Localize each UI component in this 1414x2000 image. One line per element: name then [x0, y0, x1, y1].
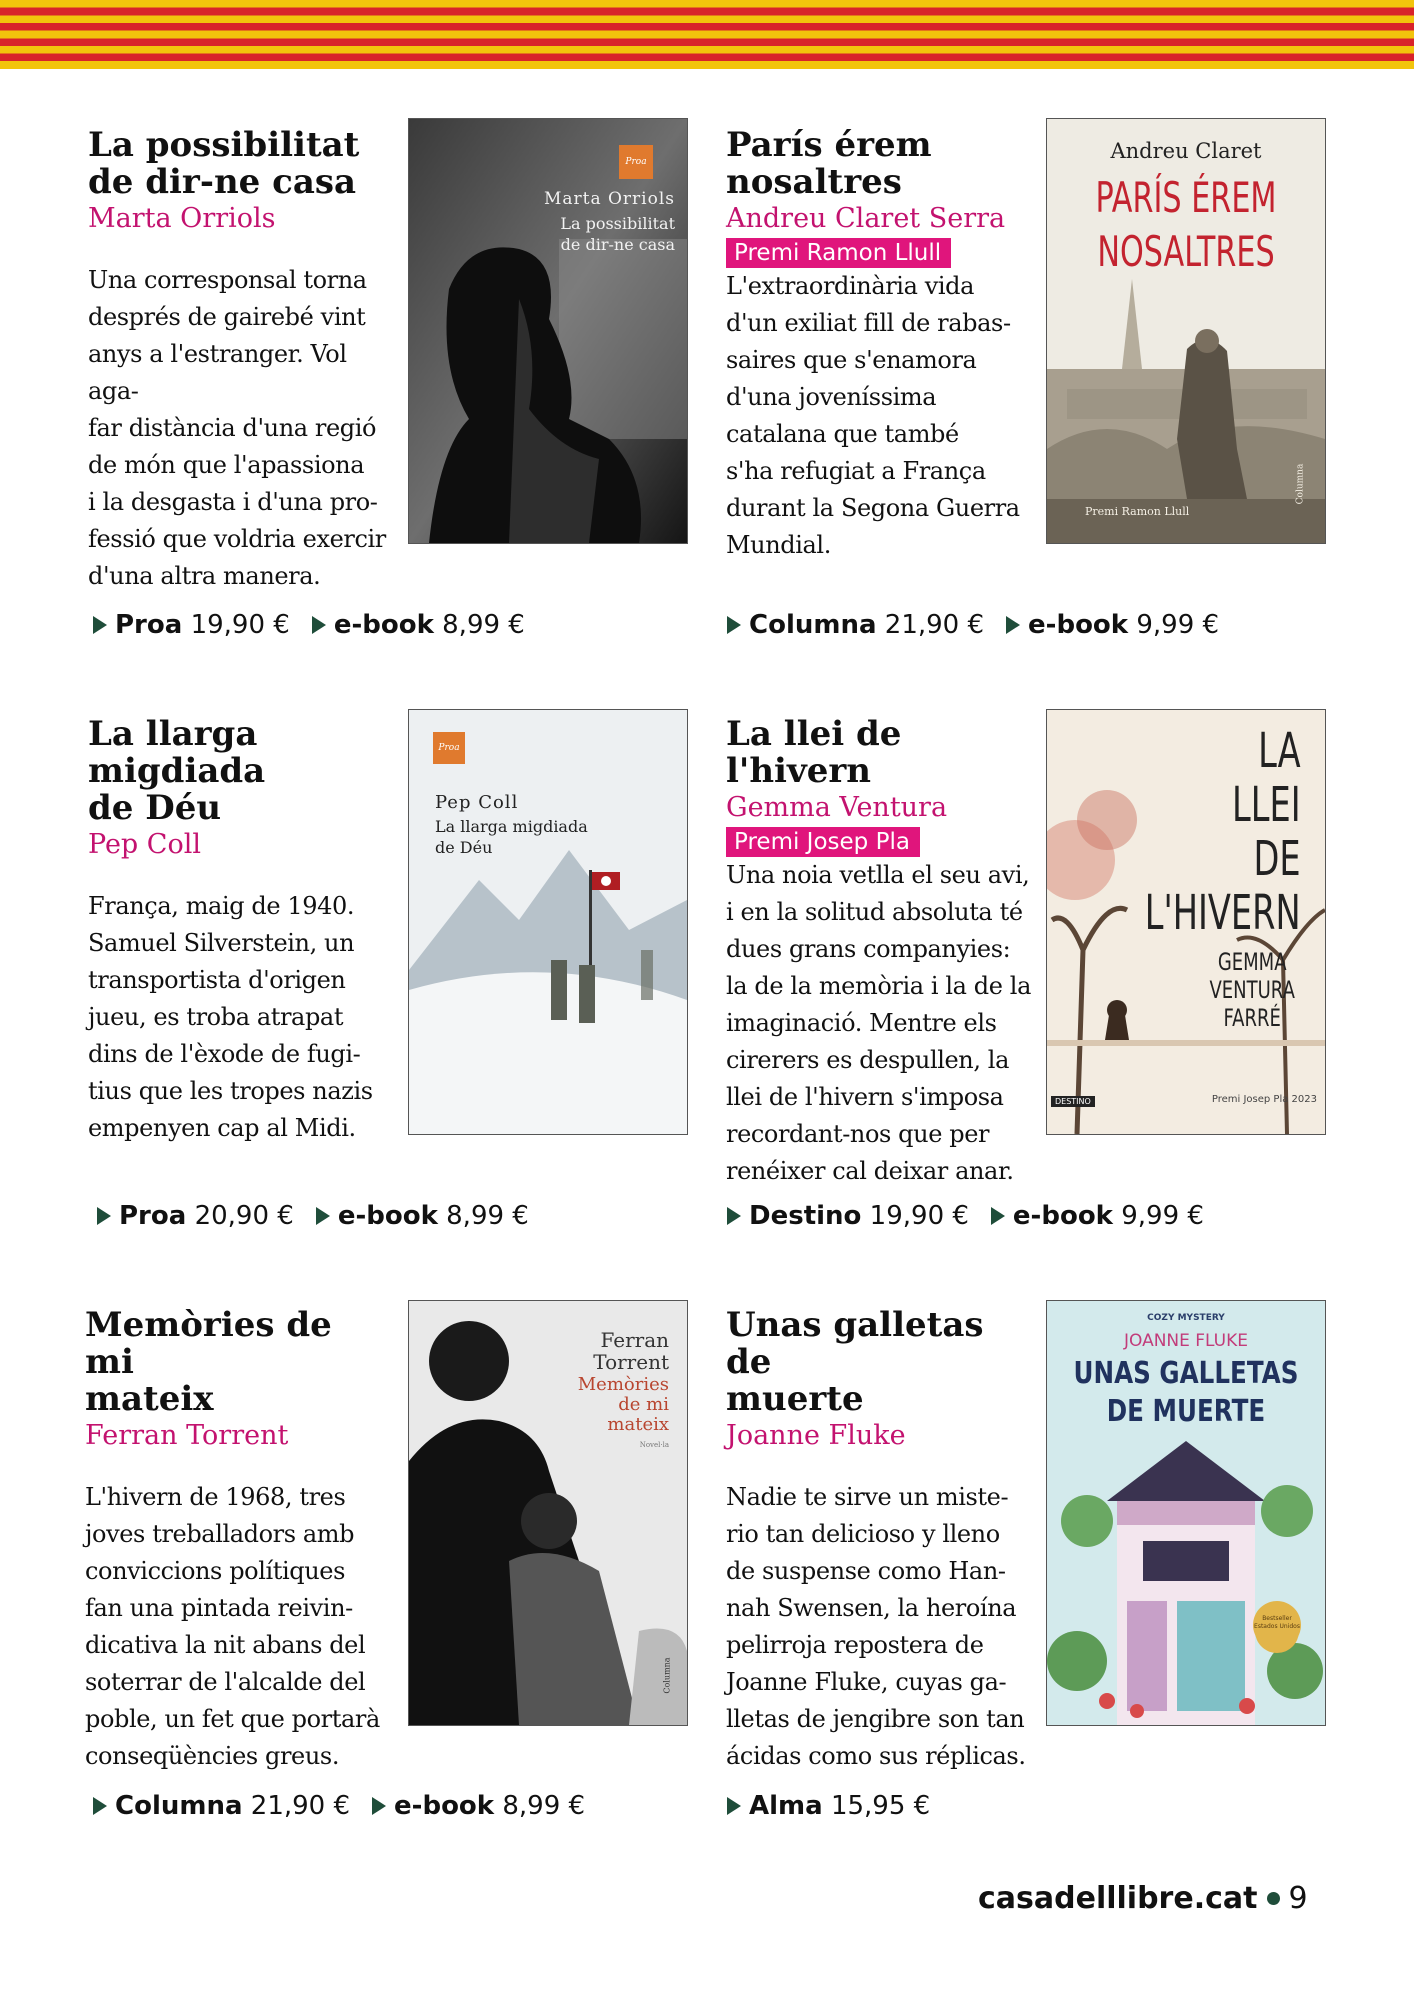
- book-cover: [1046, 118, 1326, 544]
- price: 15,95 €: [830, 1791, 931, 1821]
- cover-author-line: Torrent: [593, 1350, 669, 1374]
- desc-line: joves treballadors amb: [85, 1520, 355, 1548]
- cover-title-line: PARÍS ÉREM: [1095, 173, 1277, 222]
- desc-line: d'una joveníssima: [726, 383, 937, 411]
- book-cover: [1046, 1300, 1326, 1726]
- ebook-label: e-book: [394, 1791, 495, 1821]
- desc-line: de món que l'apassiona: [88, 451, 365, 479]
- book-description: [726, 268, 1026, 564]
- desc-line: d'un exiliat fill de rabas-: [726, 309, 1011, 337]
- ebook-price: 8,99 €: [502, 1791, 586, 1821]
- cover-title-line: NOSALTRES: [1097, 227, 1275, 276]
- triangle-bullet-icon: [312, 616, 326, 634]
- book-title-line: París érem: [726, 125, 932, 165]
- book-entry: [726, 127, 1026, 564]
- cover-title-line: mateix: [607, 1414, 669, 1435]
- ebook-label: e-book: [1028, 610, 1129, 640]
- book-title: [726, 127, 1026, 201]
- book-title-line: nosaltres: [726, 162, 902, 202]
- desc-line: rio tan delicioso y lleno: [726, 1520, 1000, 1548]
- publisher-logo: Proa: [619, 145, 653, 179]
- cover-title-line: DE MUERTE: [1106, 1394, 1266, 1429]
- desc-line: tius que les tropes nazis: [88, 1077, 373, 1105]
- site-link[interactable]: casadelllibre.cat: [978, 1881, 1258, 1916]
- cover-title-line: de mi: [618, 1394, 669, 1415]
- desc-line: imaginació. Mentre els: [726, 1009, 997, 1037]
- cover-title-line: LLEI: [1232, 777, 1301, 833]
- desc-line: dicativa la nit abans del: [85, 1631, 366, 1659]
- book-title-line: muerte: [726, 1379, 864, 1419]
- book-description: [726, 857, 1046, 1190]
- desc-line: França, maig de 1940.: [88, 892, 355, 920]
- cover-title: [578, 1375, 669, 1435]
- price-line: [727, 1201, 1204, 1231]
- desc-line: i la desgasta i d'una pro-: [88, 488, 378, 516]
- cover-title-line: DE: [1253, 831, 1301, 887]
- triangle-bullet-icon: [727, 1797, 741, 1815]
- cover-title-line: La possibilitat: [560, 214, 675, 233]
- cover-title-line: de Déu: [435, 838, 493, 857]
- book-title-line: La llei de l'hivern: [726, 714, 902, 791]
- cover-title: [435, 816, 588, 858]
- cover-prize: Premi Josep Pla 2023: [1211, 1094, 1317, 1105]
- book-description: [85, 1479, 385, 1775]
- cover-author: Marta Orriols: [543, 189, 675, 209]
- desc-line: L'extraordinària vida: [726, 272, 975, 300]
- book-title: [726, 716, 1026, 790]
- desc-line: nah Swensen, la heroína: [726, 1594, 1017, 1622]
- cover-title-line: UNAS GALLETAS: [1073, 1356, 1299, 1391]
- book-author: Joanne Fluke: [726, 1420, 906, 1451]
- book-title-line: Memòries de mi: [85, 1305, 332, 1382]
- page-number: 9: [1288, 1881, 1308, 1916]
- book-cover: [408, 1300, 688, 1726]
- prize-badge: Premi Josep Pla: [726, 827, 920, 857]
- book-title: [85, 1307, 385, 1418]
- desc-line: conviccions polítiques: [85, 1557, 346, 1585]
- price: 21,90 €: [250, 1791, 351, 1821]
- book-title: [726, 1307, 1026, 1418]
- price-line: [93, 1791, 585, 1821]
- cover-author-line: VENTURA: [1209, 976, 1295, 1004]
- publisher: Columna: [749, 610, 877, 640]
- desc-line: i en la solitud absoluta té: [726, 898, 1023, 926]
- price: 19,90 €: [190, 610, 290, 640]
- cover-publisher: Columna: [1295, 463, 1306, 505]
- publisher: Proa: [115, 610, 183, 640]
- book-title: [88, 716, 388, 827]
- desc-line: cirerers es despullen, la: [726, 1046, 1009, 1074]
- cover-title: [560, 213, 675, 255]
- cover-prize: Premi Ramon Llull: [1085, 505, 1190, 518]
- desc-line: soterrar de l'alcalde del: [85, 1668, 366, 1696]
- publisher: Columna: [115, 1791, 243, 1821]
- desc-line: far distància d'una regió: [88, 414, 377, 442]
- price: 20,90 €: [194, 1201, 294, 1231]
- ebook-label: e-book: [1012, 1201, 1113, 1231]
- desc-line: Nadie te sirve un miste-: [726, 1483, 1009, 1511]
- book-author: Andreu Claret Serra: [726, 203, 1006, 234]
- cover-author: JOANNE FLUKE: [1123, 1331, 1249, 1351]
- book-description: [88, 888, 388, 1147]
- cover-author: Andreu Claret: [1110, 139, 1262, 163]
- triangle-bullet-icon: [93, 1797, 107, 1815]
- book-author: Ferran Torrent: [85, 1420, 289, 1451]
- desc-line: jueu, es troba atrapat: [88, 1003, 344, 1031]
- prize-badge: Premi Ramon Llull: [726, 238, 951, 268]
- publisher-logo: Proa: [433, 732, 465, 764]
- desc-line: poble, un fet que portarà: [85, 1705, 380, 1733]
- book-cover: [408, 118, 688, 544]
- cover-title: [1086, 171, 1286, 279]
- ebook-price: 9,99 €: [1136, 610, 1220, 640]
- triangle-bullet-icon: [727, 616, 741, 634]
- triangle-bullet-icon: [727, 1207, 741, 1225]
- book-title: [88, 127, 388, 201]
- cover-author: [1210, 948, 1295, 1032]
- desc-line: fessió que voldria exercir: [88, 525, 386, 553]
- desc-line: dins de l'èxode de fugi-: [88, 1040, 361, 1068]
- desc-line: saires que s'enamora: [726, 346, 977, 374]
- publisher: Alma: [749, 1791, 823, 1821]
- cover-badge: Bestseller Estados Unidos: [1253, 1601, 1301, 1649]
- desc-line: dues grans companyies:: [726, 935, 1011, 963]
- book-title-line: La possibilitat: [88, 125, 360, 165]
- desc-line: L'hivern de 1968, tres: [85, 1483, 346, 1511]
- desc-line: Mundial.: [726, 531, 831, 559]
- book-description: [88, 262, 388, 595]
- desc-line: ácidas como sus réplicas.: [726, 1742, 1026, 1770]
- cover-publisher: Columna: [662, 1657, 672, 1694]
- desc-line: s'ha refugiat a França: [726, 457, 986, 485]
- cover-photo: [409, 119, 687, 543]
- desc-line: recordant-nos que per: [726, 1120, 990, 1148]
- book-title-line: de dir-ne casa: [88, 162, 357, 202]
- desc-line: anys a l'estranger. Vol aga-: [88, 340, 347, 405]
- book-entry: [88, 716, 388, 1147]
- cover-title-line: LA: [1258, 723, 1301, 779]
- desc-line: conseqüències greus.: [85, 1742, 340, 1770]
- ebook-label: e-book: [337, 1201, 438, 1231]
- cover-author-line: Ferran: [600, 1328, 669, 1352]
- book-title-line: de Déu: [88, 788, 222, 828]
- publisher: Destino: [749, 1201, 862, 1231]
- desc-line: Samuel Silverstein, un: [88, 929, 355, 957]
- bullet-dot-icon: [1267, 1892, 1280, 1905]
- desc-line: la de la memòria i la de la: [726, 972, 1031, 1000]
- cover-title-line: Memòries: [577, 1374, 669, 1395]
- catalan-flag-stripes: [0, 0, 1414, 69]
- desc-line: catalana que també: [726, 420, 959, 448]
- price-line: [97, 1201, 529, 1231]
- triangle-bullet-icon: [991, 1207, 1005, 1225]
- book-entry: [85, 1307, 385, 1775]
- triangle-bullet-icon: [372, 1797, 386, 1815]
- cover-title-line: La llarga migdiada: [435, 817, 588, 836]
- triangle-bullet-icon: [97, 1207, 111, 1225]
- price: 19,90 €: [869, 1201, 969, 1231]
- triangle-bullet-icon: [316, 1207, 330, 1225]
- desc-line: Una noia vetlla el seu avi,: [726, 861, 1030, 889]
- book-title-line: Unas galletas de: [726, 1305, 984, 1382]
- publisher: Proa: [119, 1201, 187, 1231]
- cover-genre: Novel·la: [639, 1441, 669, 1449]
- book-entry: [88, 127, 388, 595]
- cover-publisher: DESTINO: [1051, 1096, 1095, 1107]
- book-cover: [1046, 709, 1326, 1135]
- cover-title: [1072, 1355, 1300, 1431]
- book-author: Marta Orriols: [88, 203, 276, 234]
- desc-line: fan una pintada reivin-: [85, 1594, 353, 1622]
- cover-title-line: de dir-ne casa: [560, 235, 675, 254]
- book-title-line: migdiada: [88, 751, 266, 791]
- desc-line: després de gairebé vint: [88, 303, 366, 331]
- book-author: Gemma Ventura: [726, 792, 948, 823]
- cover-author: Pep Coll: [435, 792, 519, 813]
- desc-line: transportista d'origen: [88, 966, 346, 994]
- cover-series: COZY MYSTERY: [1147, 1313, 1225, 1323]
- cover-author-line: GEMMA: [1217, 948, 1287, 976]
- price: 21,90 €: [884, 610, 985, 640]
- cover-title: [1145, 724, 1301, 940]
- desc-line: empenyen cap al Midi.: [88, 1114, 356, 1142]
- cover-author: [593, 1329, 669, 1373]
- book-author: Pep Coll: [88, 829, 201, 860]
- desc-line: d'una altra manera.: [88, 562, 321, 590]
- ebook-price: 8,99 €: [442, 610, 525, 640]
- book-entry: [726, 714, 1031, 1190]
- desc-line: llei de l'hivern s'imposa: [726, 1083, 1004, 1111]
- desc-line: lletas de jengibre son tan: [726, 1705, 1025, 1733]
- ebook-label: e-book: [333, 610, 434, 640]
- desc-line: Joanne Fluke, cuyas ga-: [726, 1668, 1007, 1696]
- desc-line: de suspense como Han-: [726, 1557, 1006, 1585]
- cover-author-line: FARRÉ: [1223, 1004, 1281, 1032]
- desc-line: Una corresponsal torna: [88, 266, 367, 294]
- ebook-price: 8,99 €: [446, 1201, 529, 1231]
- desc-line: durant la Segona Guerra: [726, 494, 1020, 522]
- book-title-line: La llarga: [88, 714, 258, 754]
- ebook-price: 9,99 €: [1121, 1201, 1204, 1231]
- triangle-bullet-icon: [1006, 616, 1020, 634]
- book-cover: [408, 709, 688, 1135]
- price-line: [93, 610, 525, 640]
- desc-line: renéixer cal deixar anar.: [726, 1157, 1014, 1185]
- cover-photo: [409, 710, 687, 1134]
- book-entry: [726, 1307, 1026, 1775]
- book-description: [726, 1479, 1026, 1775]
- price-line: [727, 610, 1219, 640]
- cover-title-line: L'HIVERN: [1145, 885, 1301, 941]
- triangle-bullet-icon: [93, 616, 107, 634]
- page-footer: [978, 1881, 1308, 1916]
- book-title-line: mateix: [85, 1379, 214, 1419]
- desc-line: pelirroja repostera de: [726, 1631, 984, 1659]
- price-line: [727, 1791, 930, 1821]
